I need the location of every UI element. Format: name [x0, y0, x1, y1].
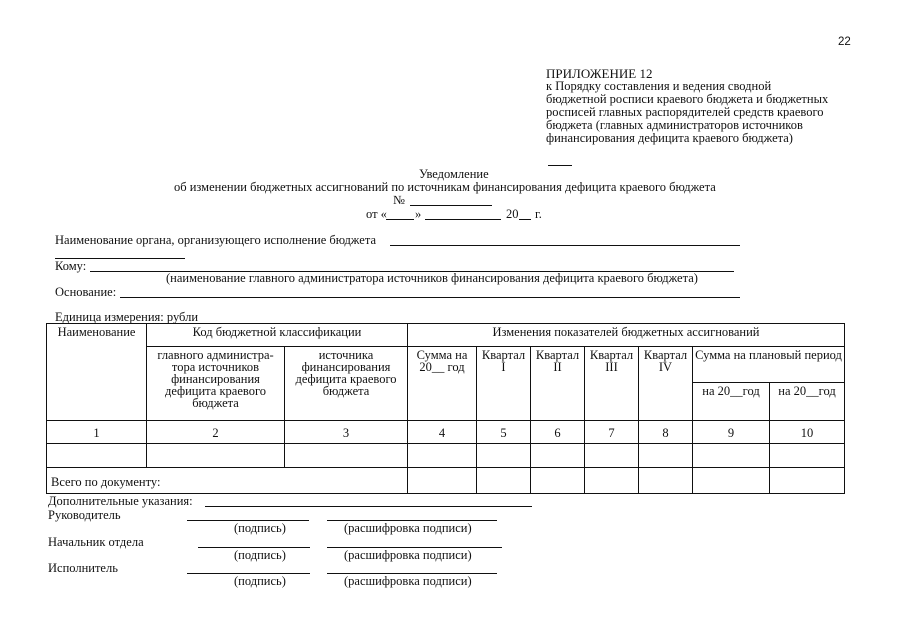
page-number: 22	[838, 36, 851, 48]
to-hint: (наименование главного администратора источников финансирования дефицита краевого бюджета)	[166, 271, 698, 285]
header-q4: Квартал IV	[639, 347, 693, 421]
notice-title: Уведомление	[419, 167, 489, 181]
header-code: Код бюджетной классификации	[147, 324, 408, 347]
organ-label: Наименование органа, организующего исполнение бюджета	[55, 233, 376, 247]
notice-day-field[interactable]	[386, 219, 414, 220]
total-cell[interactable]	[639, 468, 693, 494]
total-cell[interactable]	[531, 468, 585, 494]
col-number: 1	[47, 421, 147, 444]
notice-month-field[interactable]	[425, 219, 501, 220]
col-number: 5	[477, 421, 531, 444]
total-cell[interactable]	[585, 468, 639, 494]
notice-year-suffix: г.	[535, 207, 542, 221]
total-row	[47, 468, 845, 494]
table-cell[interactable]	[531, 444, 585, 468]
notice-year-field[interactable]	[519, 219, 531, 220]
header-q1: Квартал I	[477, 347, 531, 421]
col-number: 6	[531, 421, 585, 444]
header-sum: Сумма на 20__ год	[408, 347, 477, 421]
appendix-block	[546, 67, 846, 145]
header-plan: Сумма на плановый период	[693, 347, 845, 383]
basis-field[interactable]	[120, 297, 740, 298]
col-number: 3	[285, 421, 408, 444]
notice-date-quote: »	[415, 207, 422, 221]
notice-number-field[interactable]	[410, 205, 492, 206]
notice-year-prefix: 20	[506, 207, 519, 221]
table-cell[interactable]	[47, 444, 147, 468]
budget-table	[46, 323, 845, 494]
head-signature-hint: (подпись)	[234, 521, 286, 535]
table-cell[interactable]	[639, 444, 693, 468]
total-cell[interactable]	[408, 468, 477, 494]
header-source: источника финансирования дефицита краевого бюджета	[285, 347, 408, 421]
col-number: 7	[585, 421, 639, 444]
basis-label: Основание:	[55, 285, 117, 299]
header-plan-year2: на 20__год	[770, 383, 845, 421]
table-cell[interactable]	[477, 444, 531, 468]
head-decoding-hint: (расшифровка подписи)	[344, 521, 472, 535]
to-label: Кому:	[55, 259, 87, 273]
appendix-underline	[548, 165, 572, 166]
table-cell[interactable]	[147, 444, 285, 468]
table-cell[interactable]	[585, 444, 639, 468]
organ-field[interactable]	[390, 245, 740, 246]
table-cell[interactable]	[693, 444, 770, 468]
total-label: Всего по документу:	[47, 468, 408, 494]
dept-signature-hint: (подпись)	[234, 548, 286, 562]
total-cell[interactable]	[770, 468, 845, 494]
dept-label: Начальник отдела	[48, 535, 144, 549]
table-cell[interactable]	[285, 444, 408, 468]
notice-number-label: №	[393, 193, 405, 207]
header-changes: Изменения показателей бюджетных ассигнований	[408, 324, 845, 347]
col-number: 10	[770, 421, 845, 444]
total-cell[interactable]	[477, 468, 531, 494]
notice-subtitle: об изменении бюджетных ассигнований по источникам финансирования дефицита краевого бюджета	[174, 180, 716, 194]
table-cell[interactable]	[770, 444, 845, 468]
col-number: 9	[693, 421, 770, 444]
appendix-title: ПРИЛОЖЕНИЕ 12	[546, 66, 653, 81]
unit-label: Единица измерения: рубли	[55, 310, 199, 324]
executor-label: Исполнитель	[48, 561, 118, 575]
appendix-line: финансирования дефицита краевого бюджета)	[546, 131, 793, 145]
header-q2: Квартал II	[531, 347, 585, 421]
table-row[interactable]	[47, 444, 845, 468]
executor-decoding-hint: (расшифровка подписи)	[344, 574, 472, 588]
appendix-line: бюджета (главных администраторов источников	[546, 118, 803, 132]
col-number: 4	[408, 421, 477, 444]
header-name: Наименование	[47, 324, 147, 421]
appendix-line: к Порядку составления и ведения сводной	[546, 79, 772, 93]
header-admin: главного администра-тора источников финансирования дефицита краевого бюджета	[147, 347, 285, 421]
header-q3: Квартал III	[585, 347, 639, 421]
notice-date-prefix: от «	[366, 207, 387, 221]
head-label: Руководитель	[48, 508, 121, 522]
additional-field[interactable]	[205, 506, 532, 507]
header-plan-year1: на 20__год	[693, 383, 770, 421]
col-number: 8	[639, 421, 693, 444]
total-cell[interactable]	[693, 468, 770, 494]
dept-decoding-hint: (расшифровка подписи)	[344, 548, 472, 562]
additional-label: Дополнительные указания:	[48, 494, 193, 508]
appendix-line: бюджетной росписи краевого бюджета и бюджетных	[546, 92, 829, 106]
appendix-line: росписей главных распорядителей средств краевого	[546, 105, 824, 119]
col-number: 2	[147, 421, 285, 444]
executor-signature-hint: (подпись)	[234, 574, 286, 588]
table-cell[interactable]	[408, 444, 477, 468]
